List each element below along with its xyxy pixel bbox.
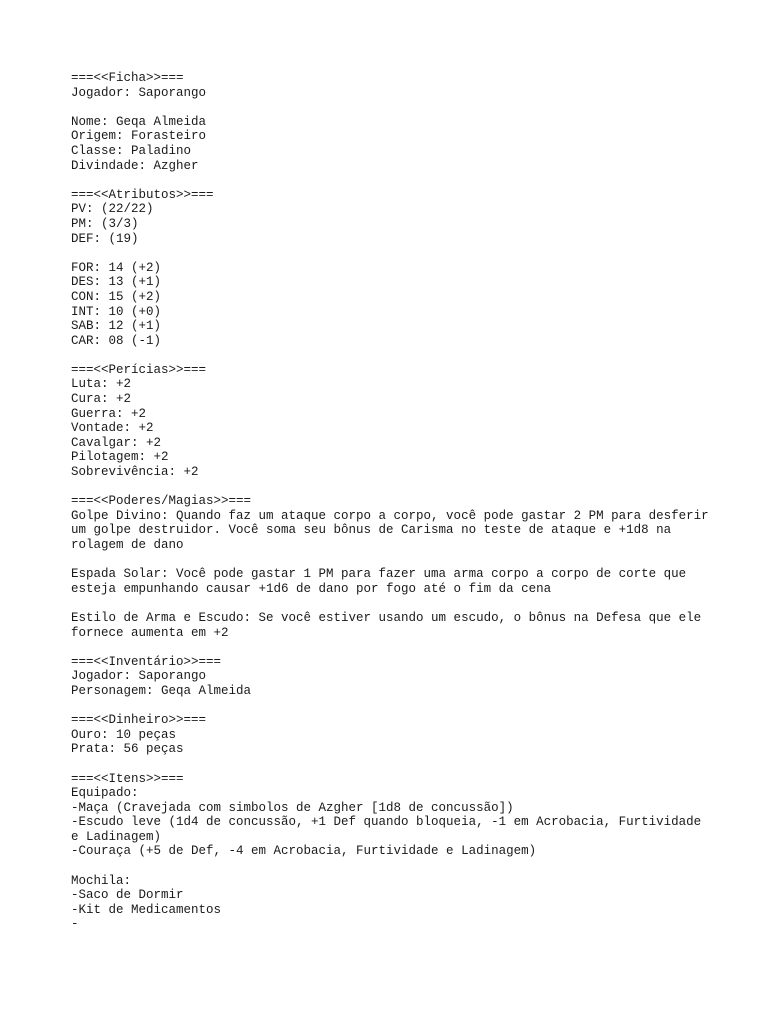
blank-line bbox=[71, 699, 711, 714]
inventario-header: ===<<Inventário>>=== bbox=[71, 654, 222, 669]
blank-line bbox=[71, 100, 711, 115]
ficha-header: ===<<Ficha>>=== bbox=[71, 71, 184, 85]
atributo-des: DES: 13 (+1) bbox=[71, 275, 162, 290]
pericia-item: Cura: +2 bbox=[71, 392, 132, 407]
pericia-item: Pilotagem: +2 bbox=[71, 450, 169, 465]
itens-mochila-label: Mochila: bbox=[71, 873, 132, 888]
ficha-divindade: Divindade: Azgher bbox=[71, 158, 199, 173]
blank-line bbox=[71, 596, 711, 611]
atributo-car: CAR: 08 (-1) bbox=[71, 333, 162, 348]
ficha-jogador: Jogador: Saporango bbox=[71, 85, 207, 100]
ficha-nome: Nome: Geqa Almeida bbox=[71, 114, 207, 129]
atributo-sab: SAB: 12 (+1) bbox=[71, 319, 162, 334]
item-maca: -Maça (Cravejada com simbolos de Azgher [1d8 de concussão]) bbox=[71, 800, 514, 815]
inventario-jogador: Jogador: Saporango bbox=[71, 669, 207, 684]
pericia-item: Guerra: +2 bbox=[71, 406, 147, 421]
poderes-header: ===<<Poderes/Magias>>=== bbox=[71, 494, 252, 509]
inventario-personagem: Personagem: Geqa Almeida bbox=[71, 683, 252, 698]
dinheiro-prata: Prata: 56 peças bbox=[71, 742, 184, 757]
pericias-header: ===<<Perícias>>=== bbox=[71, 362, 207, 377]
itens-header: ===<<Itens>>=== bbox=[71, 771, 184, 786]
item-escudo: -Escudo leve (1d4 de concussão, +1 Def quando bloqueia, -1 em Acrobacia, Furtividade e Ladinagem) bbox=[71, 815, 709, 844]
poder-estilo-arma-escudo: Estilo de Arma e Escudo: Se você estiver usando um escudo, o bônus na Defesa que ele fornece aumenta em +2 bbox=[71, 610, 709, 640]
blank-line bbox=[71, 757, 711, 772]
item-couraca: -Couraça (+5 de Def, -4 em Acrobacia, Furtividade e Ladinagem) bbox=[71, 844, 537, 859]
blank-line bbox=[71, 173, 711, 188]
pericia-item: Vontade: +2 bbox=[71, 421, 154, 436]
dinheiro-ouro: Ouro: 10 peças bbox=[71, 727, 177, 742]
atributo-int: INT: 10 (+0) bbox=[71, 304, 162, 319]
dinheiro-header: ===<<Dinheiro>>=== bbox=[71, 713, 207, 728]
blank-line bbox=[71, 246, 711, 261]
ficha-classe: Classe: Paladino bbox=[71, 143, 192, 158]
atributo-for: FOR: 14 (+2) bbox=[71, 260, 162, 275]
blank-line bbox=[71, 348, 711, 363]
item-empty: - bbox=[71, 917, 79, 932]
poder-golpe-divino: Golpe Divino: Quando faz um ataque corpo a corpo, você pode gastar 2 PM para desferir um golpe destruidor. Você soma seu bônus de Carisma no teste de ataque e +1d8 na rolagem de dano bbox=[71, 508, 717, 552]
atributo-pv: PV: (22/22) bbox=[71, 202, 154, 217]
atributos-header: ===<<Atributos>>=== bbox=[71, 187, 214, 202]
pericia-item: Cavalgar: +2 bbox=[71, 435, 162, 450]
item-kit-medicamentos: -Kit de Medicamentos bbox=[71, 902, 222, 917]
blank-line bbox=[71, 859, 711, 874]
atributo-con: CON: 15 (+2) bbox=[71, 289, 162, 304]
atributo-pm: PM: (3/3) bbox=[71, 216, 139, 231]
ficha-origem: Origem: Forasteiro bbox=[71, 129, 207, 144]
blank-line bbox=[71, 640, 711, 655]
pericia-item: Sobrevivência: +2 bbox=[71, 465, 199, 480]
pericia-item: Luta: +2 bbox=[71, 377, 132, 392]
character-sheet-document bbox=[71, 71, 717, 932]
poder-espada-solar: Espada Solar: Você pode gastar 1 PM para fazer uma arma corpo a corpo de corte que esteja empunhando causar +1d6 de dano por fogo até o fim da cena bbox=[71, 567, 694, 596]
blank-line bbox=[71, 480, 711, 495]
blank-line bbox=[71, 553, 711, 568]
atributo-def: DEF: (19) bbox=[71, 231, 139, 246]
item-saco-de-dormir: -Saco de Dormir bbox=[71, 888, 184, 903]
itens-equipado-label: Equipado: bbox=[71, 786, 139, 801]
